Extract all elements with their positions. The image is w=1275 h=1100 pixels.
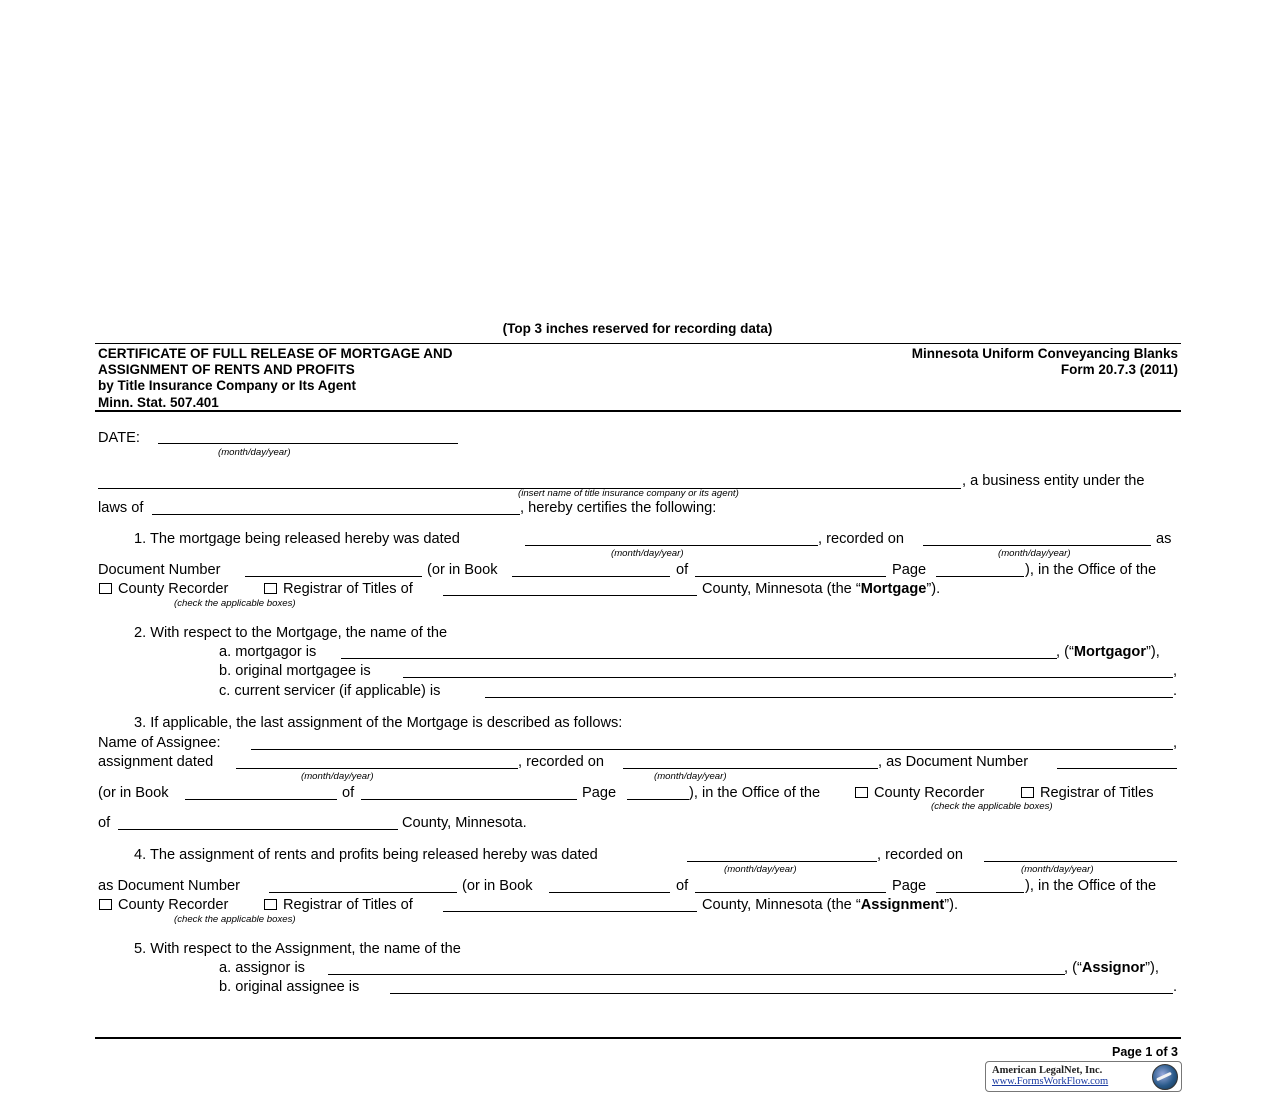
s4-dated-text: 4. The assignment of rents and profits being released hereby was dated <box>134 847 598 863</box>
s3-county-recorder-option[interactable]: County Recorder <box>855 785 984 802</box>
s4-recorded-text: , recorded on <box>877 847 963 863</box>
s5-assignee-label: b. original assignee is <box>219 979 360 995</box>
s3-page-field[interactable] <box>627 799 689 800</box>
mortgagee-field[interactable] <box>403 677 1173 678</box>
s4-county-recorder-option[interactable]: County Recorder <box>99 897 228 914</box>
assignor-field[interactable] <box>328 974 1065 975</box>
s4-of-field[interactable] <box>695 892 886 893</box>
s3-check-caption: (check the applicable boxes) <box>931 801 1053 812</box>
s3-recorded-caption: (month/day/year) <box>654 771 727 782</box>
original-assignee-field[interactable] <box>390 993 1173 994</box>
s1-as-text: as <box>1156 531 1172 547</box>
laws-of-label: laws of <box>98 500 144 516</box>
laws-of-field[interactable] <box>152 514 520 515</box>
s4-check-caption: (check the applicable boxes) <box>174 914 296 925</box>
s4-docnum-field[interactable] <box>269 892 457 893</box>
s4-page-label: Page <box>892 878 927 894</box>
globe-icon <box>1152 1064 1178 1090</box>
mortgagor-field[interactable] <box>341 658 1057 659</box>
s4-county-text: County, Minnesota (the “Assignment”). <box>702 897 959 913</box>
s1-of-label: of <box>676 562 689 578</box>
page-number: Page 1 of 3 <box>1112 1045 1178 1059</box>
form-number: Form 20.7.3 (2011) <box>1060 362 1178 377</box>
s5-assignee-period: . <box>1173 979 1178 995</box>
s4-dated-field[interactable] <box>687 861 877 862</box>
s3-county-text: County, Minnesota. <box>402 815 527 831</box>
servicer-field[interactable] <box>485 697 1173 698</box>
checkbox-icon[interactable] <box>99 899 112 910</box>
header-rule <box>95 410 1181 412</box>
company-caption: (insert name of title insurance company or its agent) <box>518 488 739 499</box>
s1-book-field[interactable] <box>512 576 670 577</box>
s5-intro: 5. With respect to the Assignment, the name of the <box>134 941 461 957</box>
s4-page-field[interactable] <box>936 892 1024 893</box>
s2-mortgagee-label: b. original mortgagee is <box>219 663 371 679</box>
s3-assignee-label: Name of Assignee: <box>98 735 221 751</box>
s2-intro: 2. With respect to the Mortgage, the name of the <box>134 625 448 641</box>
s3-of-county-label: of <box>98 815 111 831</box>
business-entity-text: , a business entity under the <box>962 473 1145 489</box>
s1-registrar-option[interactable] <box>264 581 413 598</box>
s2-mortgagor-term: , (“Mortgagor”), <box>1056 644 1160 660</box>
s1-recorded-caption: (month/day/year) <box>998 548 1071 559</box>
form-title-line1: CERTIFICATE OF FULL RELEASE OF MORTGAGE AND <box>98 346 453 361</box>
logo-url[interactable]: www.FormsWorkFlow.com <box>992 1076 1109 1087</box>
checkbox-icon[interactable] <box>855 787 868 798</box>
s3-of-label: of <box>342 785 355 801</box>
s4-book-label: (or in Book <box>462 878 533 894</box>
s2-mortgagee-comma: , <box>1173 663 1178 679</box>
s1-dated-field[interactable] <box>525 545 818 546</box>
s3-docnum-label: , as Document Number <box>878 754 1029 770</box>
s1-recorded-field[interactable] <box>923 545 1151 546</box>
s4-registrar-option[interactable]: Registrar of Titles of <box>264 897 413 914</box>
s2-mortgagor-label: a. mortgagor is <box>219 644 317 660</box>
s1-office-text: ), in the Office of the <box>1025 562 1157 578</box>
s3-dated-label: assignment dated <box>98 754 214 770</box>
s4-of-label: of <box>676 878 689 894</box>
s3-book-field[interactable] <box>185 799 337 800</box>
county-recorder-label: County Recorder <box>118 581 229 597</box>
s4-dated-caption: (month/day/year) <box>724 864 797 875</box>
s5-assignor-label: a. assignor is <box>219 960 305 976</box>
s1-page-field[interactable] <box>936 576 1024 577</box>
s1-county-recorder-option[interactable] <box>99 581 228 598</box>
top-rule <box>95 343 1181 344</box>
s1-recorded-text: , recorded on <box>818 531 904 547</box>
s3-intro: 3. If applicable, the last assignment of the Mortgage is described as follows: <box>134 715 623 731</box>
s2-servicer-period: . <box>1173 683 1178 699</box>
s3-of-field[interactable] <box>361 799 577 800</box>
footer-rule <box>95 1037 1181 1039</box>
s3-registrar-option[interactable]: Registrar of Titles <box>1021 785 1154 802</box>
s1-county-text: County, Minnesota (the “Mortgage”). <box>702 581 941 597</box>
s3-dated-caption: (month/day/year) <box>301 771 374 782</box>
date-field[interactable] <box>158 443 458 444</box>
s3-docnum-field[interactable] <box>1057 768 1177 769</box>
s4-recorded-caption: (month/day/year) <box>1021 864 1094 875</box>
s4-county-field[interactable] <box>443 911 697 912</box>
s1-docnum-label: Document Number <box>98 562 221 578</box>
s4-book-field[interactable] <box>549 892 670 893</box>
s1-dated-caption: (month/day/year) <box>611 548 684 559</box>
form-title-line2: ASSIGNMENT OF RENTS AND PROFITS <box>98 362 355 377</box>
s1-of-field[interactable] <box>695 576 886 577</box>
assignee-field[interactable] <box>251 749 1173 750</box>
s3-recorded-field[interactable] <box>623 768 878 769</box>
date-caption: (month/day/year) <box>218 447 291 458</box>
s1-book-label: (or in Book <box>427 562 498 578</box>
s3-dated-field[interactable] <box>236 768 518 769</box>
s3-county-field[interactable] <box>118 829 398 830</box>
s2-servicer-label: c. current servicer (if applicable) is <box>219 683 441 699</box>
logo-name: American LegalNet, Inc. <box>992 1065 1103 1076</box>
s1-check-caption: (check the applicable boxes) <box>174 598 296 609</box>
s1-dated-text: 1. The mortgage being released hereby was dated <box>134 531 460 547</box>
date-label: DATE: <box>98 430 140 446</box>
s3-page-label: Page <box>582 785 617 801</box>
s1-page-label: Page <box>892 562 927 578</box>
s3-recorded-label: , recorded on <box>518 754 604 770</box>
checkbox-icon[interactable] <box>1021 787 1034 798</box>
s5-assignor-term: , (“Assignor”), <box>1064 960 1159 976</box>
s1-docnum-field[interactable] <box>245 576 422 577</box>
checkbox-icon[interactable] <box>264 899 277 910</box>
form-series: Minnesota Uniform Conveyancing Blanks <box>911 346 1178 361</box>
american-legalnet-logo[interactable] <box>985 1061 1182 1092</box>
registrar-label: Registrar of Titles of <box>283 581 413 597</box>
form-subtitle: by Title Insurance Company or Its Agent <box>98 378 357 393</box>
certifies-text: , hereby certifies the following: <box>520 500 717 516</box>
recording-note: (Top 3 inches reserved for recording data) <box>502 321 773 336</box>
s4-recorded-field[interactable] <box>984 861 1177 862</box>
s3-assignee-comma: , <box>1173 735 1178 751</box>
checkbox-icon[interactable] <box>99 583 112 594</box>
statute-reference: Minn. Stat. 507.401 <box>98 395 219 410</box>
s1-county-field[interactable] <box>443 595 697 596</box>
s3-office-text: ), in the Office of the <box>689 785 821 801</box>
s3-book-label: (or in Book <box>98 785 169 801</box>
s4-docnum-label: as Document Number <box>98 878 240 894</box>
checkbox-icon[interactable] <box>264 583 277 594</box>
s4-office-text: ), in the Office of the <box>1025 878 1157 894</box>
